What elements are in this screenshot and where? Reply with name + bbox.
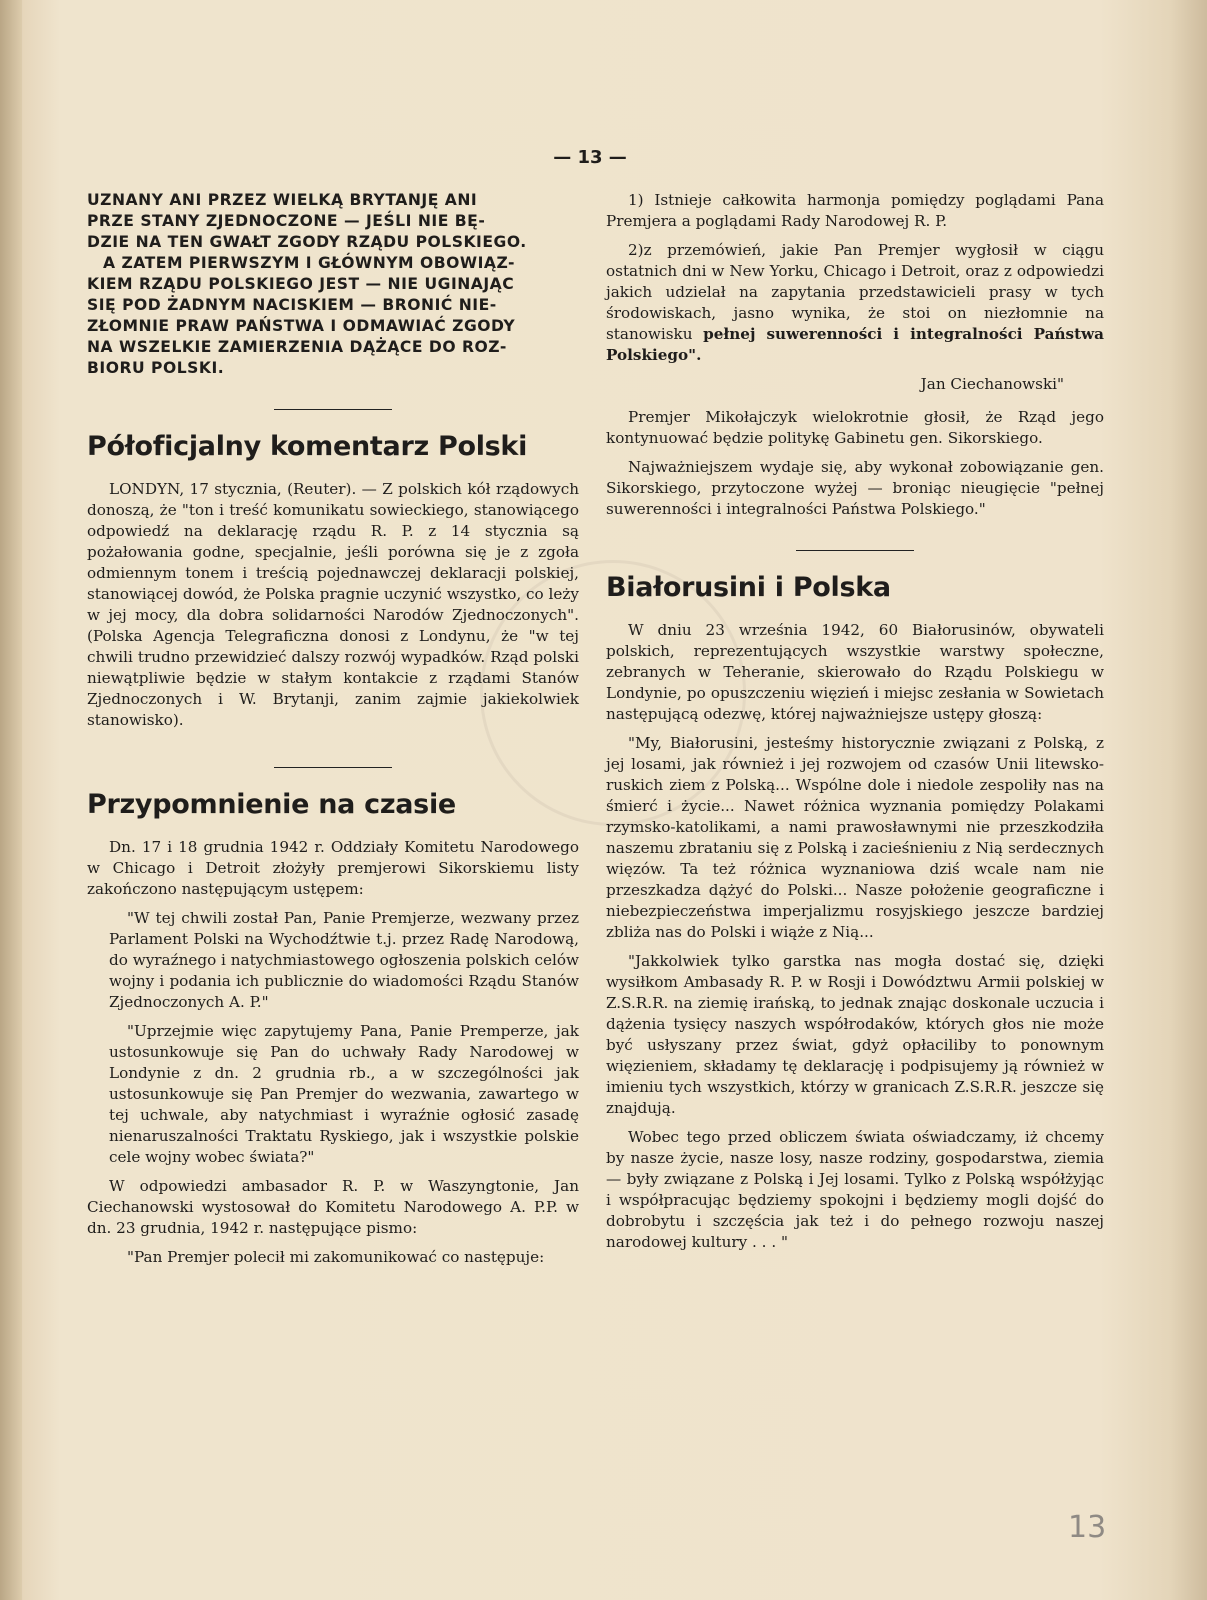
numbered-point-1: 1) Istnieje całkowita harmonja pomiędzy poglądami Pana Premjera a poglądami Rady Narodowej R. P.: [606, 191, 1104, 230]
quote-question: "Uprzejmie więc zapytujemy Pana, Panie Premperze, jak ustosunkowuje się Pan do uchwały Rady Narodowej w Londynie z dn. 2 grudnia rb., a w szczególności jak ustosunkowuje się Pan Premjer do wezwania, zawartego w tej uchwale, aby natychmiast i wyraźnie ogłosić zasadę nienaruszalności Traktatu Ryskiego, jak i wszystkie polskie cele wojny wobec świata?": [109, 1022, 579, 1166]
heading-timely-reminder: Przypomnienie na czasie: [87, 789, 456, 820]
paragraph-mikolajczyk: Premjer Mikołajczyk wielokrotnie głosił, że Rząd jego kontynuować będzie politykę Gabinetu gen. Sikorskiego.: [606, 408, 1104, 447]
caps-line: SIĘ POD ŻADNYM NACISKIEM — BRONIĆ NIE-: [87, 296, 497, 314]
section-divider: [796, 550, 914, 551]
paragraph-obligation: Najważniejszem wydaje się, aby wykonał zobowiązanie gen. Sikorskiego, przytoczone wyżej — broniąc nieugięcie "pełnej suwerenności i integralności Państwa Polskiego.": [606, 458, 1104, 518]
numbered-point-2: [606, 240, 1104, 366]
quote-parliament-call: "W tej chwili został Pan, Panie Premjerze, wezwany przez Parlament Polski na Wychodźtwie t.j. przez Radę Narodową, do wyraźnego i natychmiastowego ogłoszenia polskich celów wojny i podania ich publicznie do wiadomości Rządu Stanów Zjednoczonych A. P.": [109, 909, 580, 1011]
section-divider: [274, 767, 392, 768]
caps-line: KIEM RZĄDU POLSKIEGO JEST — NIE UGINAJĄC: [87, 275, 515, 293]
page-number: — 13 —: [553, 147, 627, 168]
paragraph-ambassador-reply: W odpowiedzi ambasador R. P. w Waszyngtonie, Jan Ciechanowski wystosował do Komitetu Narodowego A. P.P. w dn. 23 grudnia, 1942 r. następujące pismo:: [87, 1177, 579, 1237]
quote-declaration: "Jakkolwiek tylko garstka nas mogła dostać się, dzięki wysiłkom Ambasady R. P. w Rosji i Dowództwu Armii polskiej w Z.S.R.R. na ziemię irańską, to jednak znając doskonale uczucia i dążenia tysięcy naszych współrodaków, których głos nie może być usłyszany przez świat, gdyż opłaciliby to ponownym więzieniem, składamy tę deklarację i podpisujemy ją również w imieniu tych wszystkich, którzy w granicach Z.S.R.R. jeszcze się znajdują.: [606, 952, 1104, 1117]
quote-premier-message: "Pan Premjer polecił mi zakomunikować co następuje:: [127, 1248, 545, 1266]
point-2-bold-text: pełnej suwerenności i integralności Państwa Polskiego".: [606, 325, 1105, 364]
heading-belarusians: Białorusini i Polska: [606, 572, 891, 603]
paragraph-tehran-appeal: W dniu 23 września 1942, 60 Białorusinów, obywateli polskich, reprezentujących wszystkie warstwy społeczne, zebranych w Teheranie, skierowało do Rządu Polskiegu w Londynie, po opuszczeniu więzień i miejsc zesłania w Sowietach następującą odezwę, której najważniejsze ustępy głoszą:: [606, 621, 1104, 723]
quote-belarusians-history: "My, Białorusini, jesteśmy historycznie związani z Polską, z jej losami, jak również i jej rozwojem od czasów Unii litewsko-ruskich ziem z Polską... Wspólne dole i niedole zespoliły nas na śmierć i życie... Nawet różnica wyznania pomiędzy Polakami rzymsko-katolikami, a nami prawosławnymi nie przeszkodziła naszemu zbrataniu się z Polską i zacieśnieniu z Nią serdecznych więzów. Ta też różnica wyznaniowa dziś wcale nam nie przeszkadza dążyć do Polski... Nasze położenie geograficzne i niebezpieczeństwa imperjalizmu rosyjskiego jeszcze bardziej zbliża nas do Polski i wiąże z Nią...: [606, 734, 1104, 941]
caps-line: BIORU POLSKI.: [87, 359, 225, 377]
paragraph-before-world: Wobec tego przed obliczem świata oświadczamy, iż chcemy by nasze życie, nasze losy, nasze rodziny, gospodarstwa, ziemia — były związane z Polską i Jej losami. Tylko z Polską współżyjąc i współpracując będziemy spokojni i będziemy mogli dojść do dobrobytu i szczęścia jak też i do pełnego rozwoju naszej narodowej kultury . . . ": [606, 1128, 1104, 1251]
caps-line: A ZATEM PIERWSZYM I GŁÓWNYM OBOWIĄZ-: [103, 254, 515, 272]
caps-line: PRZE STANY ZJEDNOCZONE — JEŚLI NIE BĘ-: [87, 212, 486, 230]
left-column: [87, 190, 579, 1276]
caps-line: UZNANY ANI PRZEZ WIELKĄ BRYTANJĘ ANI: [87, 191, 478, 209]
section-divider: [274, 409, 392, 410]
caps-line: NA WSZELKIE ZAMIERZENIA DĄŻĄCE DO ROZ-: [87, 338, 507, 356]
caps-paragraph: [87, 190, 579, 379]
paragraph-committee-letters: Dn. 17 i 18 grudnia 1942 r. Oddziały Komitetu Narodowego w Chicago i Detroit złożyły premjerowi Sikorskiemu listy zakończono następującym ustępem:: [87, 838, 579, 898]
binding-spine: [0, 0, 22, 1600]
caps-line: DZIE NA TEN GWAŁT ZGODY RZĄDU POLSKIEGO.: [87, 233, 527, 251]
handwritten-page-number: 13: [1068, 1510, 1107, 1545]
paragraph-london-report: LONDYN, 17 stycznia, (Reuter). — Z polskich kół rządowych donoszą, że "ton i treść komunikatu sowieckiego, stanowiącego odpowiedź na deklarację rządu R. P. z 14 stycznia są pożałowania godne, specjalnie, jeśli porówna się je z zgoła odmiennym tonem i treścią pojednawczej deklaracji polskiej, stanowiącej dowód, że Polska pragnie uczynić wszystko, co leży w jej mocy, dla dobra solidarności Narodów Zjednoczonych". (Polska Agencja Telegraficzna donosi z Londynu, że "w tej chwili trudno przewidzieć dalszy rozwój wypadków. Rząd polski niewątpliwie będzie w stałym kontakcie z rządami Stanów Zjednoczonych i W. Brytanji, zanim zajmie jakiekolwiek stanowisko).: [87, 480, 579, 729]
heading-semiofficial-comment: Półoficjalny komentarz Polski: [87, 431, 528, 462]
signature: Jan Ciechanowski": [920, 375, 1064, 393]
right-column: [606, 190, 1104, 1261]
point-2-text: 2)z przemówień, jakie Pan Premjer wygłosił w ciągu ostatnich dni w New Yorku, Chicago i Detroit, oraz z odpowiedzi jakich udzielał na zapytania przedstawicieli prasy w tych środowiskach, jasno wynika, że stoi on niezłomnie na stanowisku: [606, 241, 1104, 343]
caps-line: ZŁOMNIE PRAW PAŃSTWA I ODMAWIAĆ ZGODY: [87, 317, 516, 335]
